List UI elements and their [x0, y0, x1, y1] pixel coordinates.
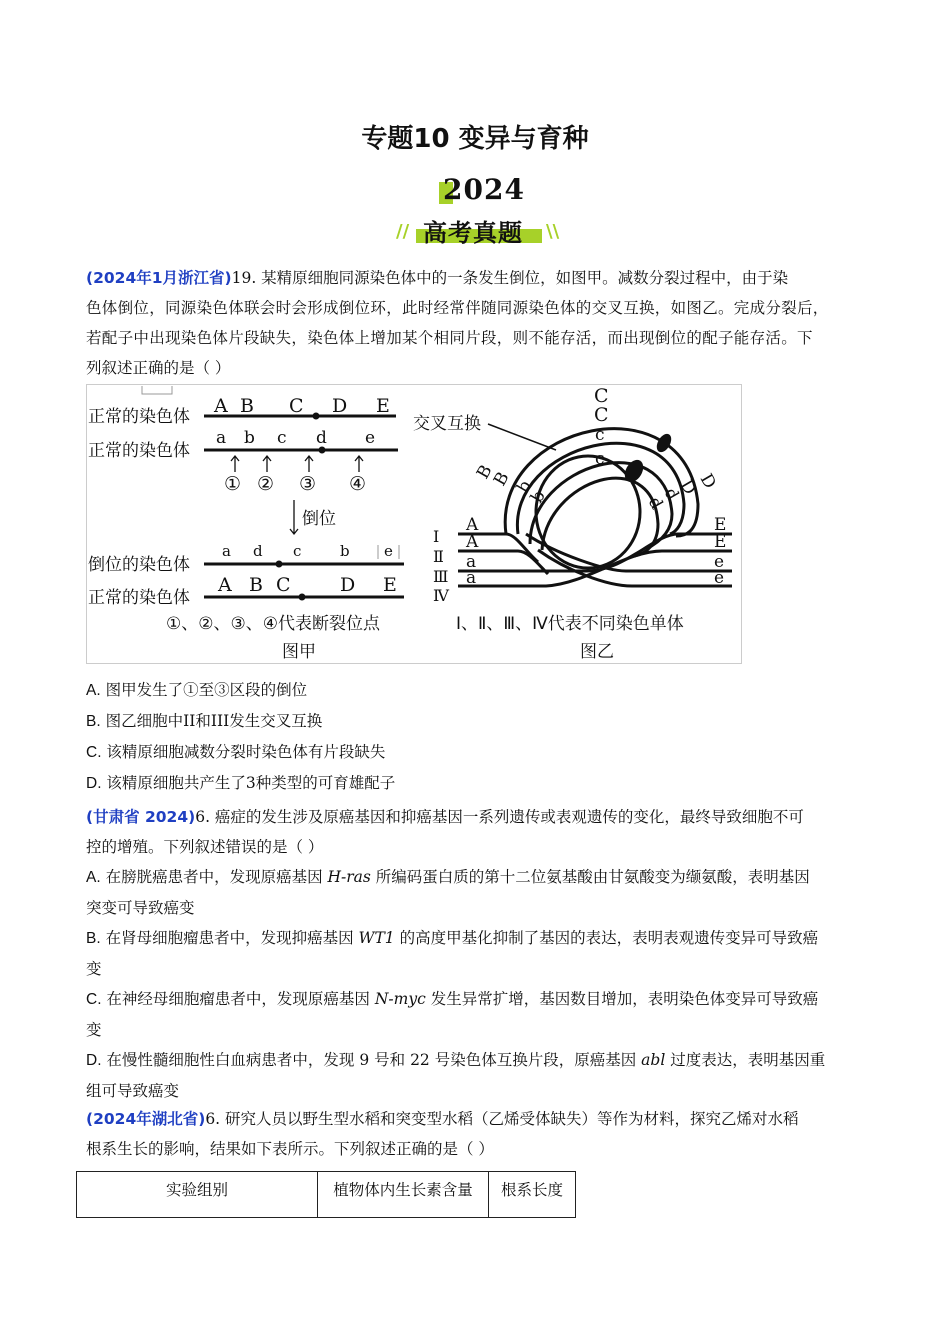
jia-row4-gene: B — [249, 574, 263, 596]
jia-row1-gene: A — [214, 395, 228, 417]
year-text: 2024 — [443, 173, 525, 206]
section-banner — [396, 213, 561, 247]
question-2-line-2: 控的增殖。下列叙述错误的是（ ） — [86, 838, 324, 856]
question-2-line-1: 6. 癌症的发生涉及原癌基因和抑癌基因一系列遗传或表观遗传的变化，最终导致细胞不可 — [195, 808, 804, 826]
slash-left-icon: // — [396, 221, 410, 242]
jia-row2-label: 正常的染色体 — [88, 441, 190, 461]
jia-break-point: ③ — [299, 473, 317, 495]
jia-row4-label: 正常的染色体 — [88, 588, 190, 608]
yi-strand-label: Ⅳ — [433, 586, 449, 605]
yi-left-end: a — [466, 552, 477, 572]
jia-note: ①、②、③、④代表断裂位点 — [166, 614, 380, 634]
yi-left-end: A — [466, 532, 479, 552]
figure-chromosome-inversion — [86, 384, 742, 664]
jia-break-point: ① — [224, 473, 242, 495]
jia-row1-gene: B — [240, 395, 254, 417]
table-header-cell: 植物体内生长素含量 — [318, 1172, 489, 1218]
yi-left-gene: B — [490, 468, 514, 490]
yi-right-end: E — [714, 532, 727, 552]
yi-crossover-label: 交叉互换 — [413, 414, 481, 434]
question-1-line-1: 19. 某精原细胞同源染色体中的一条发生倒位，如图甲。减数分裂过程中，由于染 — [231, 269, 789, 287]
yi-left-gene: b — [527, 487, 550, 507]
option-b-cont: 变 — [86, 960, 102, 978]
option-d: D. 该精原细胞共产生了3种类型的可育雄配子 — [86, 774, 396, 792]
table-header-row — [77, 1172, 576, 1218]
yi-loop-gene: c — [595, 425, 605, 445]
jia-row2-gene: c — [277, 428, 287, 448]
page-title: 专题10 变异与育种 — [361, 124, 589, 154]
yi-right-end: e — [714, 568, 725, 588]
banner-label: 高考真题 — [423, 219, 523, 247]
question-1-line-4: 列叙述正确的是（ ） — [86, 359, 231, 377]
jia-row4-gene: E — [383, 574, 397, 596]
jia-row3-gene: d — [253, 542, 263, 560]
yi-right-end: E — [714, 515, 727, 535]
option-c: C. 在神经母细胞瘤患者中，发现原癌基因 N-myc 发生异常扩增，基因数目增加，表明染色体变异可导致癌 — [86, 990, 819, 1008]
year-badge — [439, 173, 529, 206]
question-1-line-3: 若配子中出现染色体片段缺失，染色体上增加某个相同片段，则不能存活，而出现倒位的配子能存活。下 — [86, 329, 813, 347]
yi-left-gene: B — [473, 461, 497, 483]
yi-right-gene: d — [643, 493, 667, 513]
jia-row3-gene: b — [340, 542, 350, 560]
yi-loop-gene: C — [594, 404, 609, 426]
jia-row4-gene: D — [340, 574, 356, 596]
yi-strand-label: Ⅰ — [433, 527, 440, 546]
jia-row3-gene: e — [384, 542, 393, 560]
question-1-source: (2024年1月浙江省) — [86, 269, 232, 287]
yi-caption: 图乙 — [580, 642, 614, 662]
option-a-cont: 突变可导致癌变 — [86, 899, 195, 917]
jia-row1-gene: E — [376, 395, 390, 417]
jia-row2-gene: e — [365, 428, 376, 448]
option-b: B. 图乙细胞中II和III发生交叉互换 — [86, 712, 323, 730]
yi-left-gene: b — [513, 477, 536, 497]
yi-note: Ⅰ、Ⅱ、Ⅲ、Ⅳ代表不同染色单体 — [456, 614, 684, 634]
option-c-cont: 变 — [86, 1021, 102, 1039]
option-b: B. 在肾母细胞瘤患者中，发现抑癌基因 WT1 的高度甲基化抑制了基因的表达，表明表观遗传变异可导致癌 — [86, 929, 819, 947]
question-3-source: (2024年湖北省) — [86, 1110, 206, 1128]
jia-row1-label: 正常的染色体 — [88, 407, 190, 427]
yi-right-gene: D — [695, 470, 720, 493]
table-header-cell: 根系长度 — [489, 1172, 576, 1218]
yi-right-gene: D — [675, 476, 700, 499]
yi-strand-label: Ⅱ — [433, 547, 444, 566]
jia-arrow-label: 倒位 — [302, 509, 336, 529]
yi-loop-gene: c — [595, 449, 605, 469]
jia-row2-gene: b — [244, 428, 255, 448]
jia-row1-gene: C — [289, 395, 304, 417]
yi-left-end: A — [466, 515, 479, 535]
question-1-options — [86, 675, 876, 799]
jia-caption: 图甲 — [282, 642, 316, 662]
table-header-cell: 实验组别 — [77, 1172, 318, 1218]
question-3-line-1: 6. 研究人员以野生型水稻和突变型水稻（乙烯受体缺失）等作为材料，探究乙烯对水稻 — [205, 1110, 799, 1128]
question-1 — [86, 263, 876, 383]
jia-row2-gene: d — [316, 428, 327, 448]
question-3-line-2: 根系生长的影响，结果如下表所示。下列叙述正确的是（ ） — [86, 1140, 494, 1158]
jia-row1-gene: D — [332, 395, 348, 417]
question-2-source: (甘肃省 2024) — [86, 808, 196, 826]
question-2 — [86, 802, 876, 1106]
option-a: A. 在膀胱癌患者中，发现原癌基因 H-ras 所编码蛋白质的第十二位氨基酸由甘氨酸变为缬氨酸，表明基因 — [86, 868, 810, 886]
yi-left-end: a — [466, 568, 477, 588]
question-1-line-2: 色体倒位，同源染色体联会时会形成倒位环，此时经常伴随同源染色体的交叉互换，如图乙。完成分裂后， — [86, 299, 829, 317]
yi-right-end: e — [714, 552, 725, 572]
jia-row3-gene: a — [222, 542, 231, 560]
option-a: A. 图甲发生了①至③区段的倒位 — [86, 681, 308, 699]
jia-row2-gene: a — [216, 428, 227, 448]
jia-row3-gene: c — [293, 542, 302, 560]
question-3 — [86, 1104, 876, 1164]
slash-right-icon: \\ — [546, 221, 560, 242]
results-table — [76, 1171, 576, 1218]
jia-row4-gene: C — [276, 574, 291, 596]
yi-right-gene: d — [659, 484, 683, 504]
jia-break-point: ④ — [349, 473, 367, 495]
yi-strand-label: Ⅲ — [433, 567, 449, 586]
yi-loop-gene: C — [594, 385, 609, 407]
jia-row4-gene: A — [218, 574, 232, 596]
option-d: D. 在慢性髓细胞性白血病患者中，发现 9 号和 22 号染色体互换片段，原癌基因 abl 过度表达，表明基因重 — [86, 1051, 826, 1069]
option-c: C. 该精原细胞减数分裂时染色体有片段缺失 — [86, 743, 386, 761]
jia-break-point: ② — [257, 473, 275, 495]
option-d-cont: 组可导致癌变 — [86, 1082, 180, 1100]
jia-row3-label: 倒位的染色体 — [88, 555, 190, 575]
